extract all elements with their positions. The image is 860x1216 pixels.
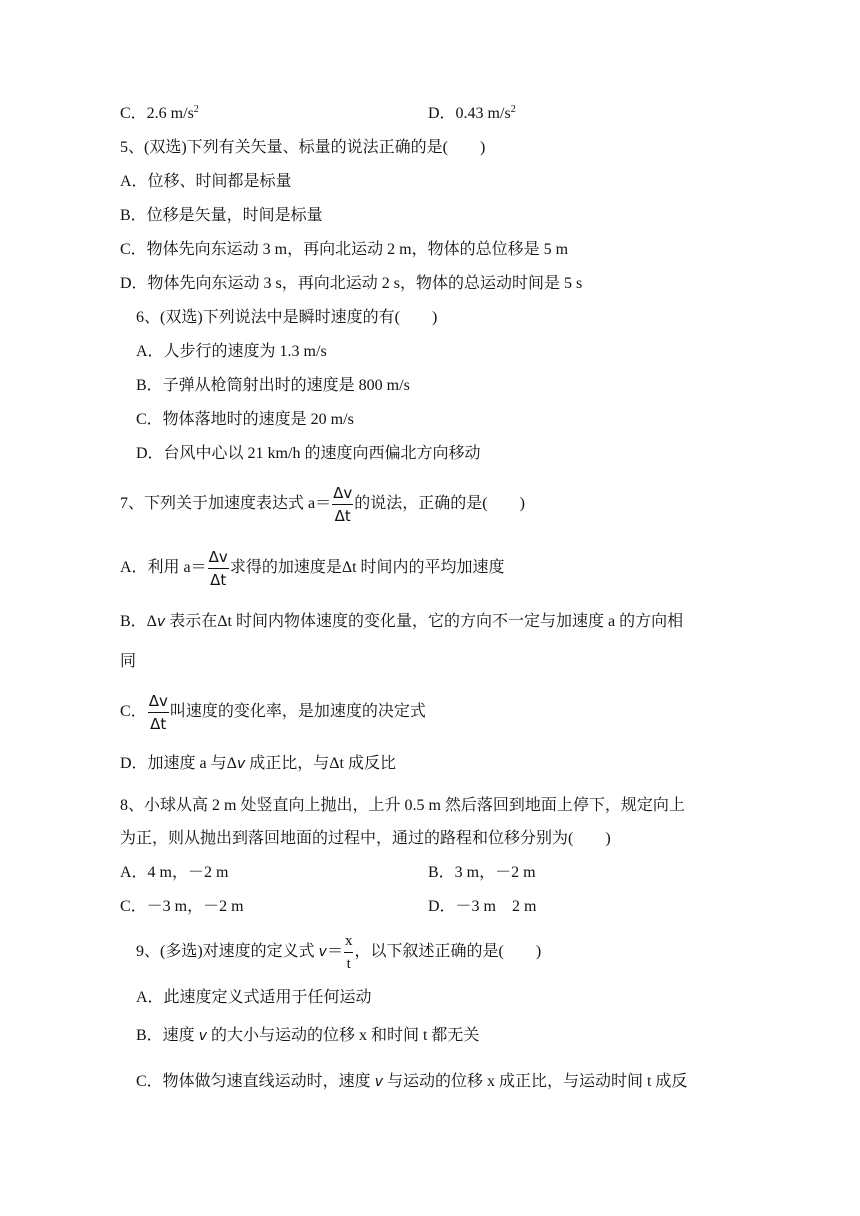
- question-5: 5、(双选)下列有关矢量、标量的说法正确的是( ): [120, 139, 486, 156]
- fraction-dv-dt: [332, 484, 353, 525]
- option-text: D．加速度 a 与Δ: [120, 755, 237, 772]
- fraction-numerator: Δv: [208, 547, 228, 566]
- q8-option-d: D．－3 m 2 m: [428, 898, 537, 915]
- q7-option-a: [120, 546, 505, 590]
- question-9: [136, 930, 541, 974]
- question-6: 6、(双选)下列说法中是瞬时速度的有( ): [136, 309, 438, 326]
- option-text: C．2.6 m/s: [120, 105, 194, 122]
- q7-option-b: [120, 612, 683, 632]
- q5-option-c: C．物体先向东运动 3 m，再向北运动 2 m，物体的总位移是 5 m: [120, 241, 569, 258]
- option-text: A．利用 a＝: [120, 559, 207, 576]
- q5-option-d: D．物体先向东运动 3 s，再向北运动 2 s，物体的总运动时间是 5 s: [120, 275, 583, 292]
- option-text: 的大小与运动的位移 x 和时间 t 都无关: [206, 1027, 480, 1044]
- italic-v: v: [374, 1074, 383, 1090]
- equals-sign: ＝: [326, 943, 343, 960]
- option-text: 叫速度的变化率，是加速度的决定式: [169, 703, 426, 720]
- q9-text: ，以下叙述正确的是( ): [354, 943, 542, 960]
- italic-v: v: [198, 1028, 207, 1044]
- q9-option-b: [136, 1026, 479, 1046]
- option-text: 求得的加速度是Δt 时间内的平均加速度: [229, 559, 505, 576]
- option-text: 与运动的位移 x 成正比，与运动时间 t 成反: [382, 1073, 688, 1090]
- fraction-numerator: x: [344, 932, 353, 949]
- option-text: D．0.43 m/s: [428, 105, 511, 122]
- italic-v: v: [318, 944, 327, 960]
- q6-option-b: B．子弹从枪筒射出时的速度是 800 m/s: [136, 377, 410, 394]
- q7-option-d: [120, 754, 396, 774]
- q5-option-b: B．位移是矢量，时间是标量: [120, 207, 323, 224]
- option-c-q4: [120, 104, 199, 124]
- q8-option-c: C．－3 m，－2 m: [120, 898, 244, 915]
- fraction-x-t: [344, 932, 354, 973]
- fraction-dv-dt: [208, 548, 229, 589]
- fraction-denominator: Δt: [150, 714, 167, 733]
- option-text: 成正比，与Δt 成反比: [245, 755, 396, 772]
- q7-text: 7、下列关于加速度表达式 a＝: [120, 495, 332, 512]
- q7-option-b-cont: 同: [120, 653, 137, 670]
- question-8-line1: 8、小球从高 2 m 处竖直向上抛出，上升 0.5 m 然后落回到地面上停下，规定向上: [120, 797, 685, 814]
- option-text: B．速度: [136, 1027, 199, 1044]
- q8-option-a: A．4 m，－2 m: [120, 864, 229, 881]
- superscript: 2: [510, 104, 516, 115]
- superscript: 2: [193, 104, 199, 115]
- q6-option-a: A．人步行的速度为 1.3 m/s: [136, 343, 327, 360]
- q6-option-d: D．台风中心以 21 km/h 的速度向西偏北方向移动: [136, 445, 481, 462]
- option-text: C．物体做匀速直线运动时，速度: [136, 1073, 375, 1090]
- fraction-numerator: Δv: [148, 691, 168, 710]
- italic-v: v: [236, 756, 246, 772]
- option-text: C．: [120, 703, 147, 720]
- option-text: B．Δ: [120, 613, 157, 630]
- fraction-numerator: Δv: [333, 483, 353, 502]
- q9-option-a: A．此速度定义式适用于任何运动: [136, 989, 372, 1006]
- fraction-dv-dt: [148, 692, 169, 733]
- q5-option-a: A．位移、时间都是标量: [120, 173, 292, 190]
- italic-v: v: [156, 614, 166, 630]
- fraction-denominator: Δt: [334, 506, 351, 525]
- q7-option-c: [120, 690, 426, 734]
- q7-text: 的说法，正确的是( ): [354, 495, 525, 512]
- q9-option-c: [136, 1072, 687, 1092]
- q6-option-c: C．物体落地时的速度是 20 m/s: [136, 411, 354, 428]
- option-d-q4: [428, 104, 516, 124]
- question-8-line2: 为正，则从抛出到落回地面的过程中，通过的路程和位移分别为( ): [120, 830, 611, 847]
- q8-option-b: B．3 m，－2 m: [428, 864, 536, 881]
- option-text: 表示在Δt 时间内物体速度的变化量，它的方向不一定与加速度 a 的方向相: [165, 613, 684, 630]
- question-7: [120, 482, 525, 526]
- fraction-denominator: t: [346, 955, 351, 972]
- fraction-denominator: Δt: [210, 570, 227, 589]
- q9-text: 9、(多选)对速度的定义式: [136, 943, 319, 960]
